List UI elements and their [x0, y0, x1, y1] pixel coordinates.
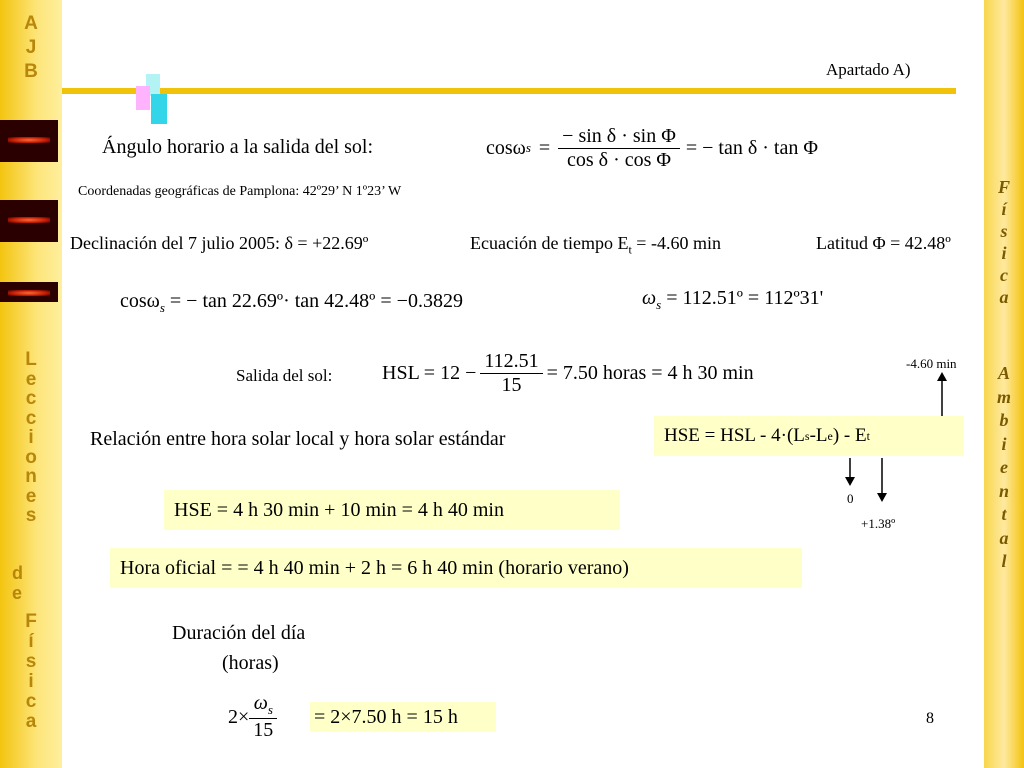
sidebar-letter: c [25, 691, 37, 712]
sidebar-letter: i [1001, 433, 1007, 454]
declination-label: Declinación del 7 julio 2005: [70, 233, 280, 253]
logo-letter: A [24, 13, 38, 34]
sunrise-post: = 7.50 horas = 4 h 30 min [546, 361, 754, 384]
sidebar-letter: F [25, 611, 37, 632]
duration-pre: 2× [228, 705, 250, 728]
sidebar-word-ambiental [984, 362, 1024, 574]
sidebar-letter: i [1001, 243, 1007, 263]
sunrise-pre: = 12 − [423, 361, 477, 384]
sidebar-letter: a [999, 287, 1009, 307]
sidebar-word-fisica-right [984, 176, 1024, 308]
eot-annotation: -4.60 min [906, 356, 957, 371]
relation-label: Relación entre hora solar local y hora solar estándar [90, 428, 506, 450]
coords-text: Coordenadas geográficas de Pamplona: 42º29’ N 1º23’ W [78, 184, 402, 199]
relation-sub: s [804, 428, 810, 443]
sidebar-letter: t [1001, 504, 1007, 524]
thumbnail-image [0, 200, 58, 242]
sidebar-word-lecciones [0, 350, 62, 526]
page-number: 8 [926, 710, 934, 727]
relation-part: HSE = HSL - 4·(L [664, 425, 805, 446]
sunrise-numerator: 112.51 [480, 350, 542, 374]
relation-sub: e [827, 428, 833, 443]
sidebar-letter: i [28, 427, 34, 448]
sidebar-letter: c [25, 388, 37, 409]
sidebar-word-fisica [0, 612, 62, 732]
sunrise-label: Salida del sol: [236, 366, 333, 385]
sidebar-word-de: d e [12, 563, 23, 603]
relation-part: ) - E [832, 425, 867, 446]
sidebar-letter: a [25, 711, 37, 732]
logo-letter: B [24, 61, 38, 82]
angle-eq: = [538, 136, 551, 159]
sidebar-letter: n [998, 480, 1009, 501]
eot-sub: t [628, 242, 632, 257]
duration-units: (horas) [222, 652, 279, 674]
eot-line [470, 233, 721, 258]
duration-numerator [249, 692, 277, 719]
relation-part: -L [809, 425, 828, 446]
sidebar-letter: e [25, 485, 37, 507]
duration-result-box: = 2×7.50 h = 15 h [310, 702, 496, 732]
thumbnail-image [0, 282, 58, 302]
header-rule [62, 88, 956, 94]
omega-lhs: ω [642, 287, 657, 309]
cos-lhs: cosω [120, 290, 160, 312]
duration-omega: ω [253, 692, 268, 714]
sidebar-letter: F [997, 177, 1010, 197]
omega-sub: s [656, 297, 662, 312]
zero-annotation: 0 [847, 491, 854, 506]
official-hour-box: Hora oficial = = 4 h 40 min + 2 h = 6 h 40 min (horario verano) [110, 548, 802, 588]
duration-denominator: 15 [253, 719, 274, 741]
sidebar-letter: í [1001, 199, 1007, 219]
arrow-head [877, 493, 887, 502]
sidebar-logo-letters [0, 14, 62, 81]
hsl-symbol: HSL [382, 361, 420, 384]
sidebar-letter: s [25, 505, 37, 526]
sidebar-letter: e [1000, 457, 1008, 477]
sidebar-letter: a [999, 527, 1009, 548]
omega-result [642, 287, 823, 313]
angle-numerator: − sin δ · sin Φ [558, 125, 680, 149]
duration-formula [228, 686, 277, 748]
declination-value: δ = +22.69º [284, 233, 369, 253]
arrow-head [845, 477, 855, 486]
angle-fraction [558, 125, 680, 172]
sidebar-letter: i [28, 671, 34, 692]
sidebar-letter: l [1001, 551, 1007, 571]
eot-value: = -4.60 min [636, 233, 721, 253]
sidebar-letter: s [25, 651, 37, 672]
omega-rhs: = 112.51º = 112º31' [666, 287, 824, 309]
angle-lhs: cosω [486, 136, 526, 159]
decor-square [151, 94, 167, 124]
sidebar-letter: b [999, 410, 1009, 430]
sidebar-letter: L [25, 349, 37, 370]
sidebar-letter: í [28, 631, 34, 652]
duration-label: Duración del día [172, 622, 306, 644]
thumbnail-image [0, 120, 58, 162]
sunrise-formula [382, 342, 754, 404]
angle-formula [486, 118, 818, 178]
hse-result-box: HSE = 4 h 30 min + 10 min = 4 h 40 min [164, 490, 620, 530]
sidebar-letter: s [1000, 221, 1008, 241]
cos-calc [120, 290, 463, 316]
latitude: Latitud Φ = 42.48º [816, 233, 951, 253]
sidebar-letter: n [25, 466, 37, 487]
declination-line [70, 233, 368, 254]
duration-omega-sub: s [267, 702, 273, 717]
longitude-annotation: +1.38º [861, 516, 896, 531]
angle-label: Ángulo horario a la salida del sol: [102, 136, 374, 158]
sidebar-letter: o [25, 446, 37, 468]
logo-letter: J [25, 37, 37, 58]
sidebar-letter: c [25, 407, 37, 429]
sidebar-letter: A [997, 363, 1010, 383]
cos-rhs: = − tan 22.69º· tan 42.48º = −0.3829 [169, 290, 463, 312]
duration-fraction [249, 692, 277, 742]
sunrise-denominator: 15 [501, 373, 522, 396]
arrow-head [937, 372, 947, 381]
sidebar-letter: e [25, 368, 37, 390]
relation-formula-box [654, 416, 964, 456]
sidebar-letter: m [996, 386, 1011, 407]
angle-rhs: = − tan δ · tan Φ [685, 136, 818, 159]
cos-sub: s [159, 300, 165, 315]
section-title: Apartado A) [826, 60, 911, 79]
angle-lhs-sub: s [525, 140, 531, 155]
eot-label: Ecuación de tiempo E [470, 233, 629, 253]
relation-sub: t [866, 428, 870, 443]
angle-denominator: cos δ · cos Φ [566, 148, 672, 171]
decor-square [136, 86, 150, 110]
sidebar-letter: c [1000, 265, 1008, 285]
sunrise-fraction [480, 350, 542, 397]
